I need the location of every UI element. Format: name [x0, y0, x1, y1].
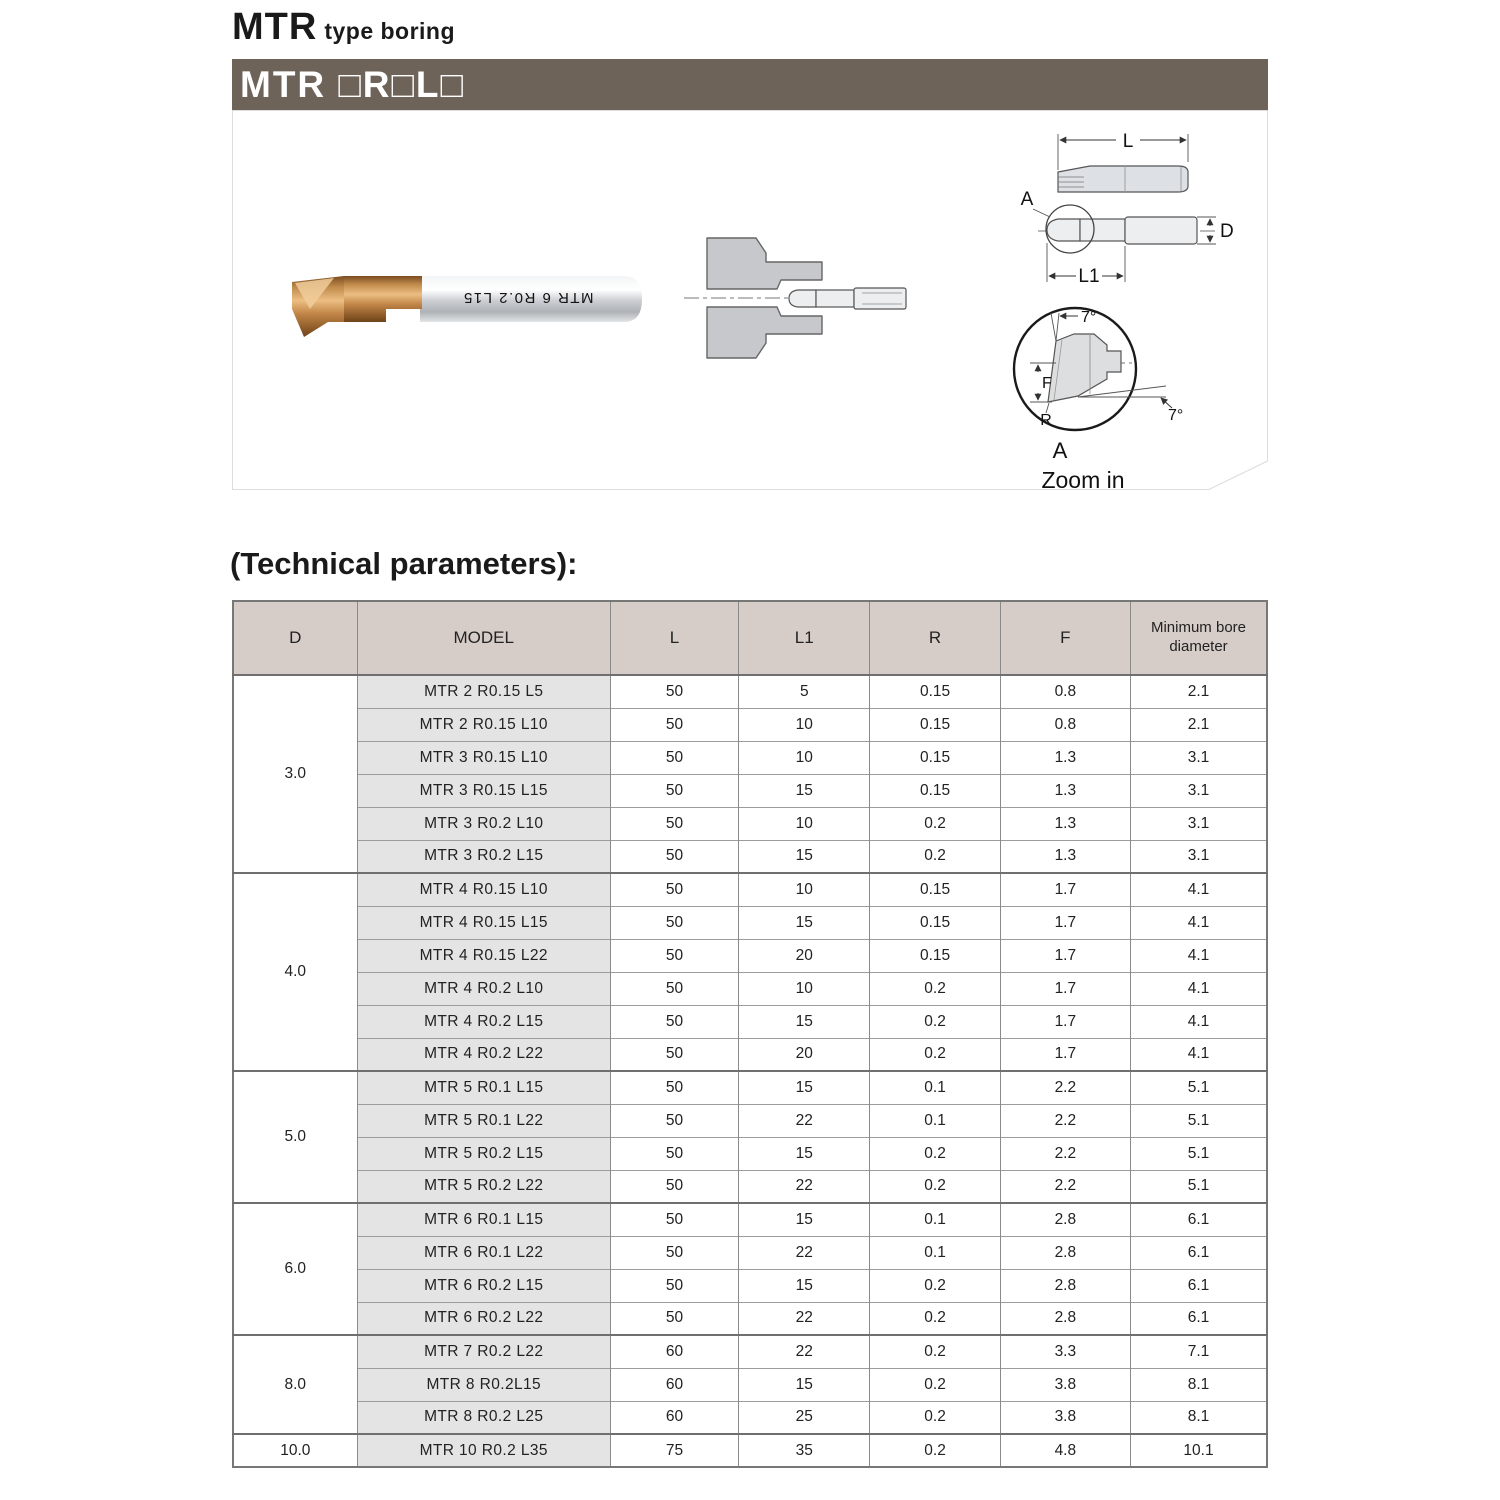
zoom-a-caption: A: [1052, 438, 1068, 463]
cell-model: MTR 4 R0.15 L10: [357, 873, 610, 906]
cell-f: 2.8: [1000, 1203, 1130, 1236]
cell-l1: 25: [739, 1401, 870, 1434]
cell-l: 50: [610, 906, 738, 939]
cell-r: 0.15: [870, 906, 1000, 939]
table-row: [233, 1203, 1267, 1236]
cell-f: 1.7: [1000, 939, 1130, 972]
col-header-d: D: [233, 601, 357, 675]
col-header-model: MODEL: [357, 601, 610, 675]
cell-l1: 10: [739, 807, 870, 840]
cell-l: 50: [610, 1170, 738, 1203]
cell-r: 0.2: [870, 1269, 1000, 1302]
cell-l1: 5: [739, 675, 870, 708]
cell-f: 3.8: [1000, 1368, 1130, 1401]
detail-a-label: A: [1020, 189, 1034, 210]
cell-f: 2.8: [1000, 1302, 1130, 1335]
table-row: [233, 1137, 1267, 1170]
cell-min_bore: 10.1: [1130, 1434, 1267, 1467]
cell-f: 0.8: [1000, 675, 1130, 708]
cell-d: 3.0: [233, 675, 357, 873]
cell-r: 0.2: [870, 807, 1000, 840]
radius-r-label: R: [1040, 412, 1052, 429]
model-pattern-text: MTR □R□L□: [240, 64, 465, 105]
cell-r: 0.1: [870, 1236, 1000, 1269]
cell-l: 50: [610, 1269, 738, 1302]
cell-r: 0.2: [870, 1401, 1000, 1434]
col-header-r: R: [870, 601, 1000, 675]
cell-f: 1.3: [1000, 741, 1130, 774]
cell-l: 75: [610, 1434, 738, 1467]
cell-r: 0.2: [870, 1335, 1000, 1368]
spec-table-body: [233, 675, 1267, 1467]
cell-r: 0.15: [870, 873, 1000, 906]
cell-d: 8.0: [233, 1335, 357, 1434]
col-header-f: F: [1000, 601, 1130, 675]
cell-f: 3.8: [1000, 1401, 1130, 1434]
cell-f: 1.7: [1000, 873, 1130, 906]
cell-r: 0.15: [870, 939, 1000, 972]
cell-min_bore: 5.1: [1130, 1137, 1267, 1170]
table-row: [233, 774, 1267, 807]
angle-top-label: 7°: [1081, 309, 1097, 326]
cell-model: MTR 5 R0.1 L22: [357, 1104, 610, 1137]
cell-model: MTR 6 R0.2 L22: [357, 1302, 610, 1335]
cell-l: 60: [610, 1335, 738, 1368]
cell-l: 50: [610, 939, 738, 972]
table-row: [233, 1269, 1267, 1302]
section-heading: (Technical parameters):: [230, 546, 578, 581]
cell-l: 50: [610, 1005, 738, 1038]
cell-model: MTR 3 R0.15 L10: [357, 741, 610, 774]
dim-f-label: F: [1042, 375, 1052, 392]
table-row: [233, 1071, 1267, 1104]
cell-model: MTR 8 R0.2L15: [357, 1368, 610, 1401]
cell-model: MTR 4 R0.2 L10: [357, 972, 610, 1005]
cell-l: 50: [610, 1203, 738, 1236]
cell-l1: 15: [739, 1203, 870, 1236]
cell-d: 6.0: [233, 1203, 357, 1335]
cell-min_bore: 5.1: [1130, 1071, 1267, 1104]
cell-l1: 22: [739, 1302, 870, 1335]
cell-r: 0.15: [870, 708, 1000, 741]
cell-r: 0.2: [870, 1038, 1000, 1071]
cell-model: MTR 6 R0.1 L15: [357, 1203, 610, 1236]
table-row: [233, 1038, 1267, 1071]
cell-min_bore: 4.1: [1130, 1005, 1267, 1038]
cell-r: 0.15: [870, 741, 1000, 774]
cell-model: MTR 10 R0.2 L35: [357, 1434, 610, 1467]
table-row: [233, 972, 1267, 1005]
cell-model: MTR 3 R0.15 L15: [357, 774, 610, 807]
cell-f: 2.2: [1000, 1170, 1130, 1203]
cell-model: MTR 8 R0.2 L25: [357, 1401, 610, 1434]
cell-min_bore: 5.1: [1130, 1170, 1267, 1203]
cell-model: MTR 5 R0.2 L22: [357, 1170, 610, 1203]
title-sub: type boring: [324, 18, 456, 44]
cell-l1: 15: [739, 1071, 870, 1104]
cell-l1: 22: [739, 1104, 870, 1137]
cell-min_bore: 4.1: [1130, 972, 1267, 1005]
cell-l: 50: [610, 873, 738, 906]
cell-r: 0.2: [870, 1434, 1000, 1467]
cell-model: MTR 3 R0.2 L15: [357, 840, 610, 873]
cell-l: 50: [610, 972, 738, 1005]
cell-l: 50: [610, 807, 738, 840]
cell-l: 50: [610, 1302, 738, 1335]
cell-model: MTR 4 R0.15 L22: [357, 939, 610, 972]
cell-min_bore: 3.1: [1130, 774, 1267, 807]
table-row: [233, 906, 1267, 939]
cell-model: MTR 6 R0.2 L15: [357, 1269, 610, 1302]
cell-l: 50: [610, 741, 738, 774]
cell-l1: 15: [739, 774, 870, 807]
model-pattern-bar: [232, 59, 1268, 110]
diagram-panel: [232, 110, 1268, 500]
table-row: [233, 1005, 1267, 1038]
cell-f: 4.8: [1000, 1434, 1130, 1467]
cell-r: 0.2: [870, 972, 1000, 1005]
cell-l1: 35: [739, 1434, 870, 1467]
cell-min_bore: 4.1: [1130, 873, 1267, 906]
cell-l1: 22: [739, 1236, 870, 1269]
table-row: [233, 840, 1267, 873]
table-row: [233, 708, 1267, 741]
cell-l: 50: [610, 675, 738, 708]
page-title: [232, 6, 455, 49]
table-row: [233, 1104, 1267, 1137]
cell-f: 2.2: [1000, 1137, 1130, 1170]
cell-l: 50: [610, 774, 738, 807]
cell-f: 3.3: [1000, 1335, 1130, 1368]
cell-r: 0.2: [870, 840, 1000, 873]
cell-min_bore: 6.1: [1130, 1203, 1267, 1236]
cell-r: 0.1: [870, 1071, 1000, 1104]
cell-f: 1.7: [1000, 1005, 1130, 1038]
cell-r: 0.2: [870, 1137, 1000, 1170]
cell-model: MTR 4 R0.2 L22: [357, 1038, 610, 1071]
cell-model: MTR 4 R0.2 L15: [357, 1005, 610, 1038]
cell-l1: 15: [739, 840, 870, 873]
cell-r: 0.15: [870, 774, 1000, 807]
cell-l1: 15: [739, 1368, 870, 1401]
cell-l1: 15: [739, 906, 870, 939]
table-row: [233, 939, 1267, 972]
cell-l: 60: [610, 1368, 738, 1401]
cell-l: 50: [610, 840, 738, 873]
dim-d-label: D: [1220, 221, 1234, 242]
cell-min_bore: 6.1: [1130, 1269, 1267, 1302]
cell-f: 2.8: [1000, 1269, 1130, 1302]
cell-d: 5.0: [233, 1071, 357, 1203]
cell-r: 0.2: [870, 1368, 1000, 1401]
cell-min_bore: 3.1: [1130, 840, 1267, 873]
cell-min_bore: 2.1: [1130, 708, 1267, 741]
cell-model: MTR 3 R0.2 L10: [357, 807, 610, 840]
cell-l: 50: [610, 1236, 738, 1269]
col-header-l: L: [610, 601, 738, 675]
cell-min_bore: 4.1: [1130, 1038, 1267, 1071]
table-row: [233, 1434, 1267, 1467]
cell-model: MTR 4 R0.15 L15: [357, 906, 610, 939]
table-row: [233, 741, 1267, 774]
cell-min_bore: 7.1: [1130, 1335, 1267, 1368]
cell-r: 0.1: [870, 1104, 1000, 1137]
table-row: [233, 1335, 1267, 1368]
cell-model: MTR 6 R0.1 L22: [357, 1236, 610, 1269]
cell-min_bore: 3.1: [1130, 807, 1267, 840]
cell-f: 1.3: [1000, 774, 1130, 807]
cell-d: 10.0: [233, 1434, 357, 1467]
cell-l1: 22: [739, 1170, 870, 1203]
cell-l: 60: [610, 1401, 738, 1434]
cell-l1: 15: [739, 1269, 870, 1302]
dim-l1-label: L1: [1078, 266, 1100, 287]
cell-min_bore: 5.1: [1130, 1104, 1267, 1137]
table-row: [233, 1401, 1267, 1434]
spec-table: [232, 600, 1268, 1468]
cell-l: 50: [610, 1038, 738, 1071]
cell-l: 50: [610, 1137, 738, 1170]
table-row: [233, 1236, 1267, 1269]
cell-min_bore: 4.1: [1130, 939, 1267, 972]
cell-f: 1.3: [1000, 807, 1130, 840]
table-row: [233, 675, 1267, 708]
cell-min_bore: 4.1: [1130, 906, 1267, 939]
cell-f: 2.2: [1000, 1071, 1130, 1104]
table-row: [233, 873, 1267, 906]
col-header-min-bore: Minimum bore diameter: [1130, 601, 1267, 675]
cell-model: MTR 2 R0.15 L5: [357, 675, 610, 708]
cell-model: MTR 5 R0.2 L15: [357, 1137, 610, 1170]
cell-model: MTR 2 R0.15 L10: [357, 708, 610, 741]
table-row: [233, 807, 1267, 840]
cell-r: 0.1: [870, 1203, 1000, 1236]
tool-marking-text: MTR 6 R0.2 L15: [462, 289, 594, 306]
table-row: [233, 1170, 1267, 1203]
table-row: [233, 1302, 1267, 1335]
cell-min_bore: 8.1: [1130, 1368, 1267, 1401]
cell-min_bore: 6.1: [1130, 1236, 1267, 1269]
cell-r: 0.15: [870, 675, 1000, 708]
cell-l: 50: [610, 708, 738, 741]
cell-f: 1.7: [1000, 972, 1130, 1005]
cell-f: 1.3: [1000, 840, 1130, 873]
cell-r: 0.2: [870, 1005, 1000, 1038]
title-main: MTR: [232, 6, 318, 48]
cell-f: 1.7: [1000, 1038, 1130, 1071]
cell-r: 0.2: [870, 1170, 1000, 1203]
cell-l1: 10: [739, 873, 870, 906]
cell-l1: 10: [739, 972, 870, 1005]
cell-d: 4.0: [233, 873, 357, 1071]
cell-f: 2.2: [1000, 1104, 1130, 1137]
cell-l1: 15: [739, 1137, 870, 1170]
cell-l1: 22: [739, 1335, 870, 1368]
angle-bottom-label: 7°: [1168, 407, 1184, 424]
cell-l1: 20: [739, 1038, 870, 1071]
cell-f: 1.7: [1000, 906, 1130, 939]
cell-l1: 10: [739, 708, 870, 741]
cell-f: 0.8: [1000, 708, 1130, 741]
cell-model: MTR 7 R0.2 L22: [357, 1335, 610, 1368]
cell-l: 50: [610, 1071, 738, 1104]
cell-r: 0.2: [870, 1302, 1000, 1335]
cell-l1: 20: [739, 939, 870, 972]
table-row: [233, 1368, 1267, 1401]
cell-f: 2.8: [1000, 1236, 1130, 1269]
cell-model: MTR 5 R0.1 L15: [357, 1071, 610, 1104]
cell-min_bore: 3.1: [1130, 741, 1267, 774]
cell-l1: 10: [739, 741, 870, 774]
cell-l1: 15: [739, 1005, 870, 1038]
cell-min_bore: 6.1: [1130, 1302, 1267, 1335]
table-header-row: [233, 601, 1267, 675]
cell-min_bore: 2.1: [1130, 675, 1267, 708]
col-header-l1: L1: [739, 601, 870, 675]
cell-l: 50: [610, 1104, 738, 1137]
zoom-in-caption: Zoom in: [1041, 467, 1125, 493]
cell-min_bore: 8.1: [1130, 1401, 1267, 1434]
dim-l-label: L: [1122, 131, 1134, 152]
